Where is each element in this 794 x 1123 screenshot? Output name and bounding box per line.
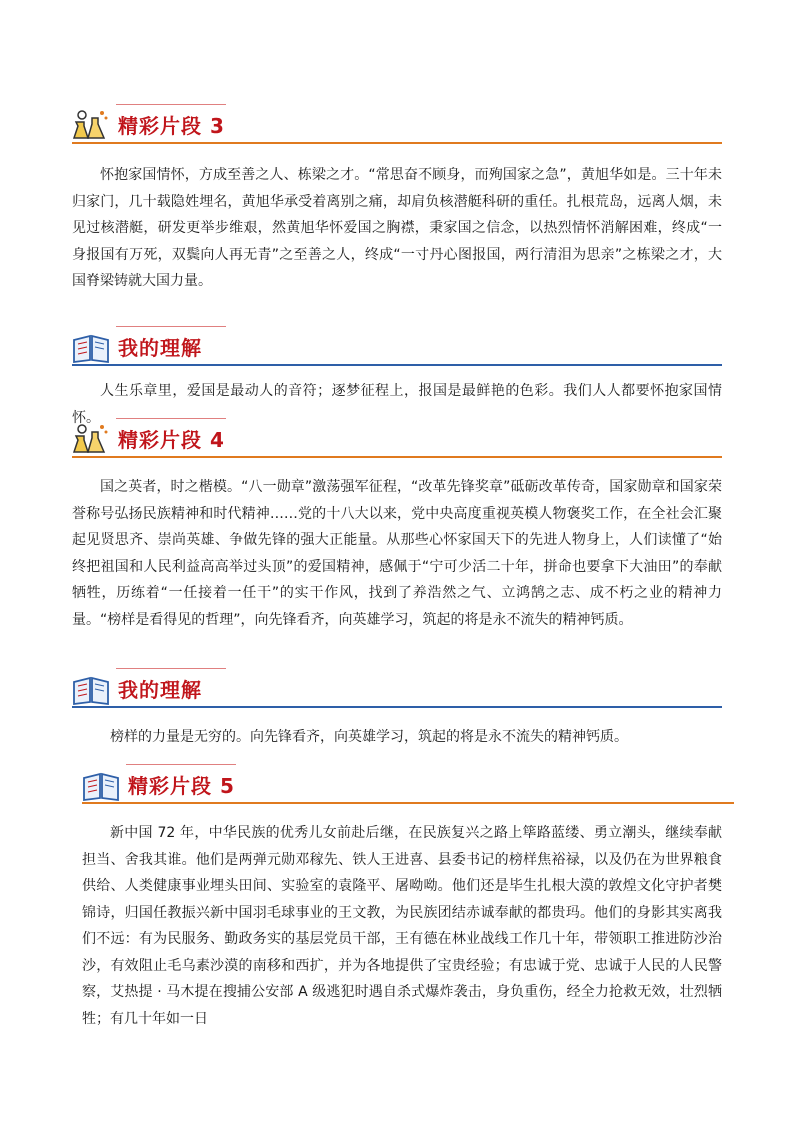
section-header bbox=[72, 326, 722, 366]
header-underline bbox=[82, 802, 734, 804]
section-header bbox=[82, 764, 734, 804]
section-header bbox=[72, 668, 722, 708]
excerpt-section-4 bbox=[72, 418, 722, 633]
header-underline bbox=[72, 706, 722, 708]
header-topline bbox=[116, 418, 226, 419]
open-book-icon bbox=[72, 672, 110, 706]
header-topline bbox=[116, 668, 226, 669]
understanding-paragraph: 人生乐章里，爱国是最动人的音符；逐梦征程上，报国是最鲜艳的色彩。我们人人都要怀抱家国情怀。 bbox=[72, 383, 722, 426]
chemistry-flask-icon bbox=[72, 422, 110, 456]
open-book-icon bbox=[72, 330, 110, 364]
open-book-icon bbox=[82, 768, 120, 802]
section-title: 精彩片段 5 bbox=[128, 774, 235, 798]
section-title: 我的理解 bbox=[118, 678, 202, 702]
section-title: 精彩片段 3 bbox=[118, 114, 225, 138]
chemistry-flask-icon bbox=[72, 108, 110, 142]
section-header bbox=[72, 104, 722, 144]
header-underline bbox=[72, 364, 722, 366]
excerpt-section-5 bbox=[82, 764, 734, 1032]
excerpt-paragraph: 国之英者，时之楷模。“八一勋章”激荡强军征程，“改革先锋奖章”砥砺改革传奇，国家勋章和国家荣誉称号弘扬民族精神和时代精神……党的十八大以来，党中央高度重视英模人物褒奖工作，在全社会汇聚起见贤思齐、崇尚英雄、争做先锋的强大正能量。从那些心怀家国天下的先进人物身上，人们读懂了“始终把祖国和人民利益高高举过头顶”的爱国精神，感佩于“宁可少活二十年，拼命也要拿下大油田”的奉献牺牲，历练着“一任接着一任干”的实干作风，找到了养浩然之气、立鸿鹄之志、成不朽之业的精神力量。“榜样是看得见的哲理”，向先锋看齐，向英雄学习，筑起的将是永不流失的精神钙质。 bbox=[72, 479, 722, 628]
understanding-section-2 bbox=[72, 668, 722, 750]
header-underline bbox=[72, 456, 722, 458]
header-underline bbox=[72, 142, 722, 144]
section-title: 我的理解 bbox=[118, 336, 202, 360]
section-header bbox=[72, 418, 722, 458]
understanding-section-1 bbox=[72, 326, 722, 431]
excerpt-section-3 bbox=[72, 104, 722, 295]
header-topline bbox=[126, 764, 236, 765]
understanding-paragraph: 榜样的力量是无穷的。向先锋看齐，向英雄学习，筑起的将是永不流失的精神钙质。 bbox=[110, 729, 628, 745]
header-topline bbox=[116, 326, 226, 327]
excerpt-paragraph: 怀抱家国情怀，方成至善之人、栋梁之才。“常思奋不顾身，而殉国家之急”，黄旭华如是。三十年未归家门，几十载隐姓埋名，黄旭华承受着离别之痛，却肩负核潜艇科研的重任。扎根荒岛，远离人烟，未见过核潜艇，研发更举步维艰，然黄旭华怀爱国之胸襟，秉家国之信念，以热烈情怀消解困难，终成“一身报国有万死，双鬓向人再无青”之至善之人，终成“一寸丹心图报国，两行清泪为思亲”之栋梁之才，大国脊梁铸就大国力量。 bbox=[72, 167, 722, 289]
header-topline bbox=[116, 104, 226, 105]
section-title: 精彩片段 4 bbox=[118, 428, 225, 452]
excerpt-paragraph: 新中国 72 年，中华民族的优秀儿女前赴后继，在民族复兴之路上筚路蓝缕、勇立潮头，继续奉献担当、舍我其谁。他们是两弹元勋邓稼先、铁人王进喜、县委书记的榜样焦裕禄，以及仍在为世界粮食供给、人类健康事业埋头田间、实验室的袁隆平、屠呦呦。他们还是毕生扎根大漠的敦煌文化守护者樊锦诗，归国任教振兴新中国羽毛球事业的王文教，为民族团结赤诚奉献的都贵玛。他们的身影其实离我们不远：有为民服务、勤政务实的基层党员干部，王有德在林业战线工作几十年，带领职工推进防沙治沙，有效阻止毛乌素沙漠的南移和西扩，并为各地提供了宝贵经验；有忠诚于党、忠诚于人民的人民警察，艾热提 · 马木提在搜捕公安部 A 级逃犯时遇自杀式爆炸袭击，身负重伤，经全力抢救无效，壮烈牺牲；有几十年如一日 bbox=[82, 825, 722, 1027]
